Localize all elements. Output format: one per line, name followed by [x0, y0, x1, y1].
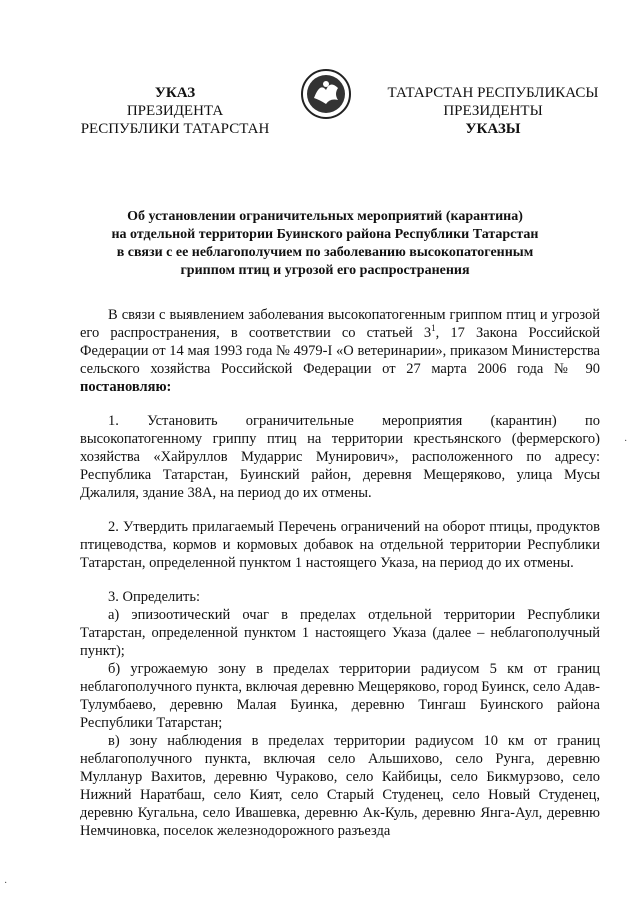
header-left-line-2: ПРЕЗИДЕНТА: [126, 103, 224, 119]
header-right: [368, 84, 618, 138]
title-line-3: в связи с ее неблагополучием по заболеванию высокопатогенным: [116, 245, 534, 260]
margin-mark: ·: [624, 436, 628, 447]
header-right-line-2: ПРЕЗИДЕНТЫ: [443, 103, 543, 119]
tatarstan-coat-of-arms-icon: [300, 68, 352, 120]
header-right-line-1: ТАТАРСТАН РЕСПУБЛИКАСЫ: [387, 85, 599, 101]
header-left-line-3: РЕСПУБЛИКИ ТАТАРСТАН: [80, 121, 270, 137]
preamble-text-1: В связи с выявлением заболевания высокопатогенным гриппом птиц и угрозой его распространения, в соответствии со статьей 3: [80, 307, 600, 341]
item-3-paragraph: 3. Определить:: [108, 589, 201, 605]
title-line-4: гриппом птиц и угрозой его распространения: [180, 263, 470, 278]
footer-mark: ·: [4, 878, 8, 889]
preamble-paragraph: [80, 306, 600, 396]
document-title: [80, 208, 570, 280]
title-line-1: Об установлении ограничительных мероприятий (карантина): [127, 209, 523, 224]
subitem-v-paragraph: в) зону наблюдения в пределах территории радиусом 10 км от границ неблагополучного пункта, включая село Альшихово, село Рунга, деревню Муллануp Вахитов, деревню Чураково, село Кайбицы, село Бикмурзово, село Нижний Наратбаш, село Кият, село Старый Студенец, село Новый Студенец, деревню Кугальна, село Ивашевка, деревню Ак-Куль, деревню Янга-Аул, деревню Немчиновка, поселок железнодорожного разъезда: [80, 733, 600, 839]
item-1-paragraph: 1. Установить ограничительные мероприятия (карантин) по высокопатогенному гриппу птиц на территории крестьянского (фермерского) хозяйства «Хайруллов Мударрис Мунирович», расположенного по адресу: Республика Татарстан, Буинский район, деревня Мещеряково, улица Мусы Джалиля, здание 38А, на период до их отмены.: [80, 413, 600, 501]
item-2-paragraph: 2. Утвердить прилагаемый Перечень ограничений на оборот птицы, продуктов птицеводства, кормов и кормовых добавок на отдельной территории Республики Татарстан, определенной пунктом 1 настоящего Указа, на период до их отмены.: [80, 519, 600, 571]
preamble-text-2: , 17 Закона Российской Федерации от 14 мая 1993 года № 4979-I «О ветеринарии», приказом Министерства сельского хозяйства Российской Федерации от 27 марта 2006 года № 90: [80, 325, 601, 377]
header-left-line-1: УКАЗ: [154, 85, 196, 101]
preamble-sup: 1: [431, 323, 436, 334]
title-line-2: на отдельной территории Буинского района Республики Татарстан: [111, 227, 539, 242]
document-body: [80, 306, 600, 840]
header-left: [70, 84, 280, 138]
subitem-b-paragraph: б) угрожаемую зону в пределах территории радиусом 5 км от границ неблагополучного пункта, включая деревню Мещеряково, город Буинск, село Адав-Тулумбаево, деревню Малая Буинка, деревню Тингаш Буинского района Республики Татарстан;: [80, 661, 600, 731]
header-right-line-3: УКАЗЫ: [465, 121, 521, 137]
subitem-a-paragraph: а) эпизоотический очаг в пределах отдельной территории Республики Татарстан, определенной пунктом 1 настоящего Указа (далее – неблагополучный пункт);: [80, 607, 600, 659]
preamble-decree-word: постановляю:: [80, 379, 172, 395]
